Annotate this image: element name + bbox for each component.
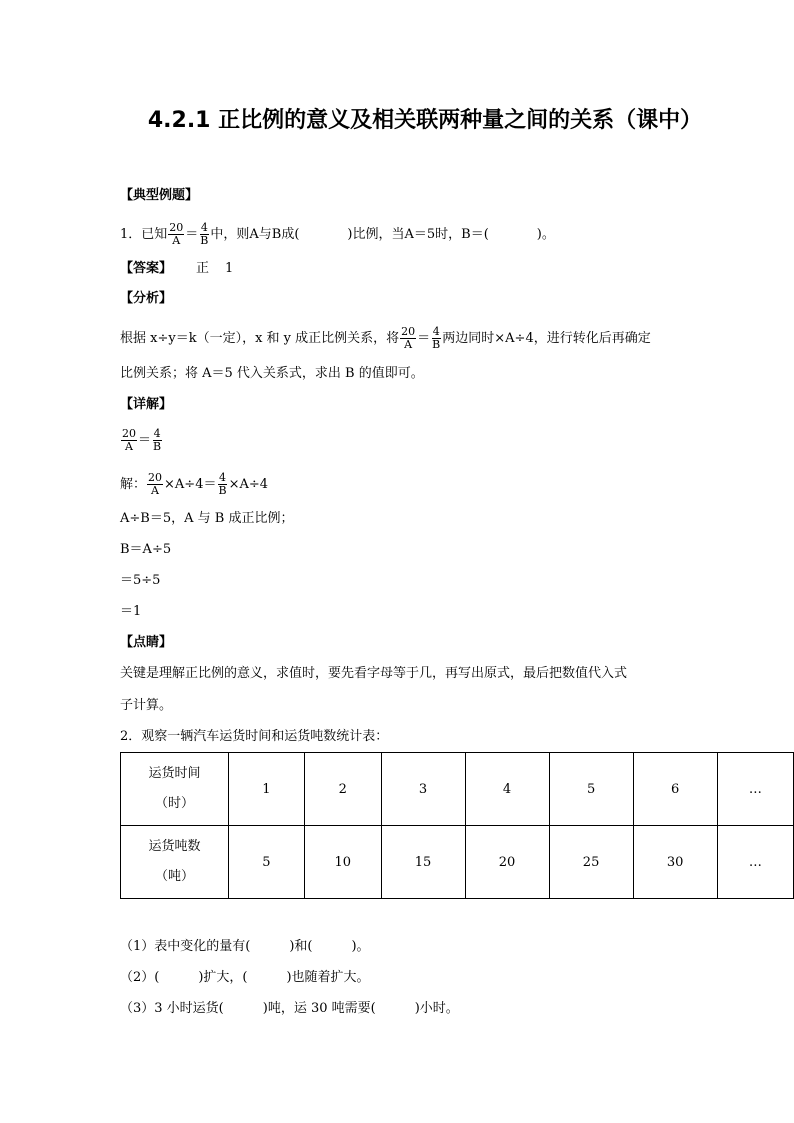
detail-e1-fraction-1: $\frac{20}{A}$ <box>122 427 136 453</box>
page-title: 4.2.1 正比例的意义及相关联两种量之间的关系（课中） <box>147 108 703 133</box>
table-cell: 6 <box>633 753 717 826</box>
table-cell: 30 <box>633 826 717 899</box>
table-cell: 15 <box>381 826 465 899</box>
table-cell: 2 <box>304 753 381 826</box>
question-2-sub-3: （3）3 小时运货( )吨，运 30 吨需要( )小时。 <box>120 1001 459 1016</box>
table-cell: 5 <box>549 753 633 826</box>
question-2-sub-2: （2）( )扩大，( )也随着扩大。 <box>120 970 370 985</box>
table-cell: 3 <box>381 753 465 826</box>
table-row-tons <box>121 826 794 899</box>
key-line-2: 子计算。 <box>120 698 173 713</box>
analysis-text-a: 根据 x÷y＝k（一定），x 和 y 成正比例关系，将 <box>120 331 400 346</box>
detail-e2-tail: ×A÷4 <box>228 477 269 492</box>
table-cell: 10 <box>304 826 381 899</box>
analysis-fraction-1: $\frac{20}{A}$ <box>401 325 416 351</box>
analysis-line-1 <box>120 326 651 351</box>
table-cell: 5 <box>228 826 304 899</box>
key-label: 【点睛】 <box>120 635 173 650</box>
table-cell: 25 <box>549 826 633 899</box>
question-2-sub-1: （1）表中变化的量有( )和( )。 <box>120 939 370 954</box>
table-header-time: 运货时间 （时） <box>121 753 229 826</box>
analysis-line-2: 比例关系；将 A＝5 代入关系式，求出 B 的值即可。 <box>120 366 424 381</box>
q1-fraction-2: $\frac{4}{B}$ <box>200 221 209 247</box>
table-cell: … <box>717 753 793 826</box>
table-cell: 20 <box>465 826 549 899</box>
section-typical-examples: 【典型例题】 <box>120 188 199 203</box>
answer-value-1: 正 <box>196 261 210 276</box>
table-row-time <box>121 753 794 826</box>
detail-e2-mid: ×A÷4＝ <box>164 477 217 492</box>
answer-label: 【答案】 <box>120 261 173 276</box>
detail-e1-equals: ＝ <box>138 433 152 448</box>
table-header-tons: 运货吨数 （吨） <box>121 826 229 899</box>
detail-equation-1 <box>120 428 163 453</box>
q1-equals: ＝ <box>185 227 199 242</box>
detail-line-6: ＝1 <box>120 604 142 619</box>
table-cell: 1 <box>228 753 304 826</box>
table-cell: … <box>717 826 793 899</box>
analysis-equals: ＝ <box>417 331 431 346</box>
q1-text-c: )。 <box>536 227 555 242</box>
detail-e2-fraction-1: $\frac{20}{A}$ <box>148 471 163 497</box>
detail-e2-fraction-2: $\frac{4}{B}$ <box>218 471 227 497</box>
analysis-text-b: 两边同时×A÷4，进行转化后再确定 <box>442 331 651 346</box>
table-cell: 4 <box>465 753 549 826</box>
analysis-label: 【分析】 <box>120 291 173 306</box>
q1-text-a: 中，则A与B成( <box>210 227 300 242</box>
detail-e2-prefix: 解： <box>120 477 147 492</box>
q1-fraction-1: $\frac{20}{A}$ <box>169 221 184 247</box>
transport-table <box>120 752 794 899</box>
detail-line-5: ＝5÷5 <box>120 573 161 588</box>
key-line-1: 关键是理解正比例的意义，求值时，要先看字母等于几，再写出原式，最后把数值代入式 <box>120 666 628 681</box>
detail-line-4: B＝A÷5 <box>120 542 172 557</box>
q1-number: 1．已知 <box>120 227 168 242</box>
detail-equation-2 <box>120 472 268 497</box>
detail-e1-fraction-2: $\frac{4}{B}$ <box>153 427 162 453</box>
answer-line <box>120 260 233 278</box>
detail-label: 【详解】 <box>120 397 173 412</box>
q1-text-b: )比例，当A＝5时，B＝( <box>347 227 489 242</box>
detail-line-3: A÷B＝5，A 与 B 成正比例； <box>120 511 294 526</box>
analysis-fraction-2: $\frac{4}{B}$ <box>432 325 441 351</box>
question-2-intro: 2．观察一辆汽车运货时间和运货吨数统计表： <box>120 729 389 744</box>
answer-value-2: 1 <box>225 261 234 276</box>
question-1 <box>120 222 555 247</box>
